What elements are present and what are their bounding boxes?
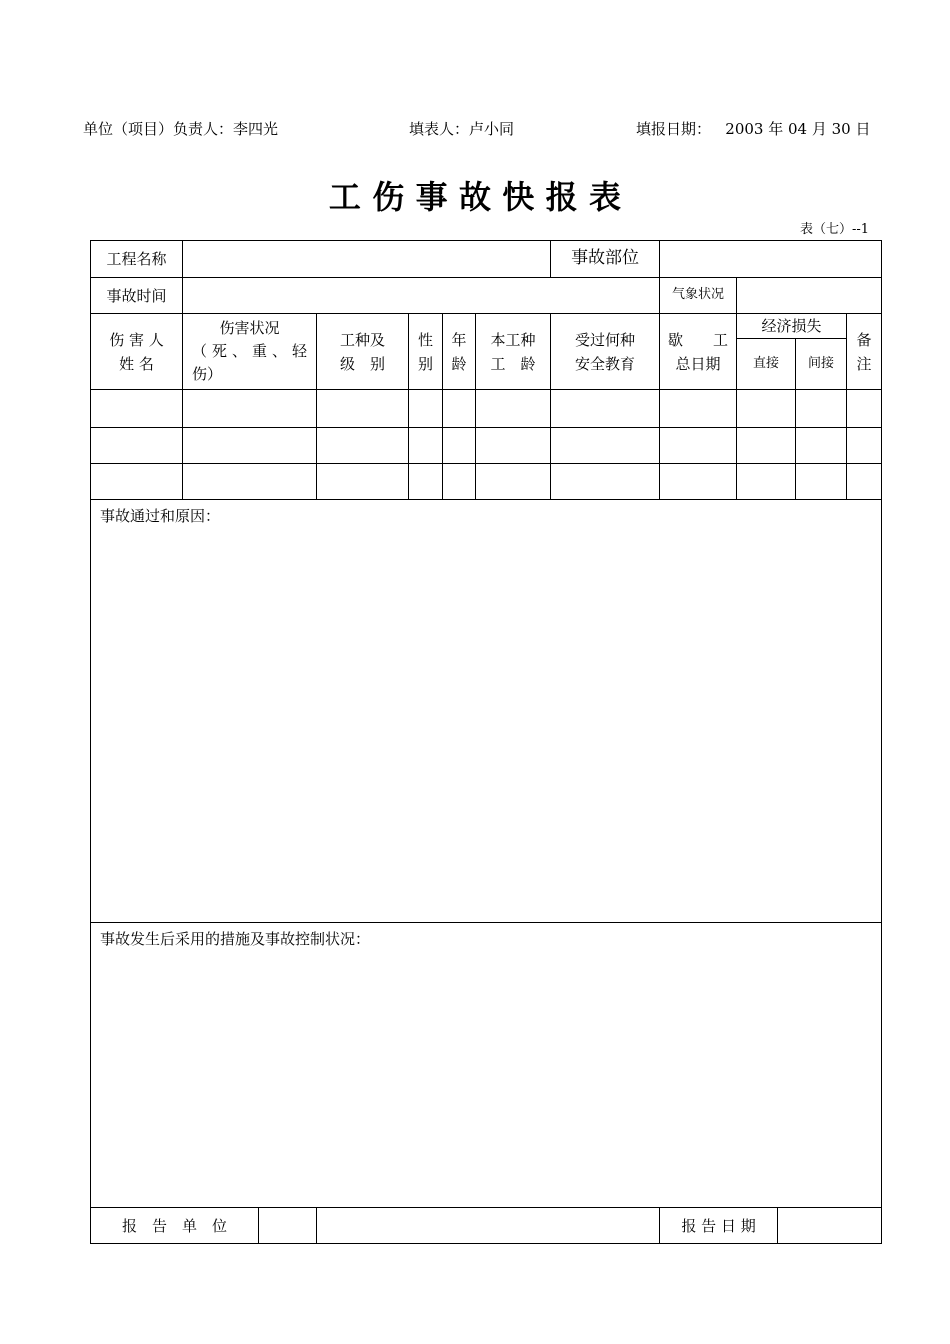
col-loss-direct: 直接 — [737, 339, 796, 390]
unit-leader-label: 单位（项目）负责人：李四光 — [83, 120, 279, 138]
cell-trade[interactable] — [317, 464, 409, 500]
cell-service[interactable] — [476, 428, 551, 464]
cell-name[interactable] — [91, 464, 183, 500]
report-date-field[interactable] — [778, 1208, 881, 1243]
accident-time-label: 事故时间 — [91, 278, 183, 314]
col-safety-education: 受过何种 安全教育 — [551, 314, 660, 390]
accident-location-field[interactable] — [660, 241, 882, 278]
project-name-label: 工程名称 — [91, 241, 183, 278]
col-days-off: 歇 工 总日期 — [660, 314, 737, 390]
report-unit-field-ext[interactable] — [317, 1208, 660, 1244]
cell-days-off[interactable] — [660, 464, 737, 500]
col-loss-indirect: 间接 — [796, 339, 847, 390]
cell-trade[interactable] — [317, 428, 409, 464]
cell-sex[interactable] — [409, 464, 443, 500]
process-cause-area[interactable] — [91, 500, 882, 923]
col-injured-name: 伤 害 人 姓 名 — [91, 314, 183, 390]
report-date-footer-label: 报 告 日 期 — [660, 1208, 778, 1243]
cell-education[interactable] — [551, 390, 660, 428]
measures-label: 事故发生后采用的措施及事故控制状况： — [100, 930, 371, 948]
report-unit-cell — [91, 1208, 317, 1244]
project-name-field[interactable] — [183, 241, 551, 278]
cell-loss-indirect[interactable] — [796, 390, 847, 428]
table-row — [91, 464, 882, 500]
cell-sex[interactable] — [409, 428, 443, 464]
cell-age[interactable] — [443, 428, 476, 464]
col-economic-loss: 经济损失 — [737, 314, 847, 339]
cell-days-off[interactable] — [660, 390, 737, 428]
cell-days-off[interactable] — [660, 428, 737, 464]
cell-education[interactable] — [551, 428, 660, 464]
cell-injury[interactable] — [183, 390, 317, 428]
report-date-cell — [660, 1208, 882, 1244]
page-title: 工 伤 事 故 快 报 表 — [328, 178, 622, 216]
cell-age[interactable] — [443, 390, 476, 428]
weather-field[interactable] — [737, 278, 882, 314]
col-trade-grade: 工种及 级 别 — [317, 314, 409, 390]
cell-loss-direct[interactable] — [737, 464, 796, 500]
cell-name[interactable] — [91, 428, 183, 464]
cell-loss-indirect[interactable] — [796, 464, 847, 500]
col-age: 年 龄 — [443, 314, 476, 390]
col-sex: 性 别 — [409, 314, 443, 390]
report-date-label: 填报日期： 2003 年 04 月 30 日 — [636, 120, 871, 138]
cell-service[interactable] — [476, 390, 551, 428]
cell-loss-indirect[interactable] — [796, 428, 847, 464]
cell-injury[interactable] — [183, 428, 317, 464]
cell-remark[interactable] — [847, 464, 882, 500]
cell-education[interactable] — [551, 464, 660, 500]
cell-remark[interactable] — [847, 428, 882, 464]
report-unit-label: 报 告 单 位 — [91, 1208, 259, 1243]
accident-report-table — [90, 240, 882, 1244]
cell-loss-direct[interactable] — [737, 428, 796, 464]
cell-loss-direct[interactable] — [737, 390, 796, 428]
cell-sex[interactable] — [409, 390, 443, 428]
measures-area[interactable] — [91, 923, 882, 1208]
cell-service[interactable] — [476, 464, 551, 500]
cell-name[interactable] — [91, 390, 183, 428]
table-row — [91, 390, 882, 428]
table-row — [91, 428, 882, 464]
col-injury-status: 伤害状况 （死、重、轻 伤） — [183, 314, 317, 390]
cell-injury[interactable] — [183, 464, 317, 500]
weather-label: 气象状况 — [660, 278, 737, 314]
form-number: 表（七）--1 — [799, 222, 869, 237]
report-unit-field[interactable] — [259, 1208, 316, 1243]
col-remark: 备 注 — [847, 314, 882, 390]
process-cause-label: 事故通过和原因： — [100, 507, 221, 525]
col-service-years: 本工种 工 龄 — [476, 314, 551, 390]
filler-label: 填表人：卢小同 — [409, 120, 515, 138]
accident-location-label: 事故部位 — [551, 241, 660, 278]
accident-time-field[interactable] — [183, 278, 660, 314]
cell-remark[interactable] — [847, 390, 882, 428]
cell-trade[interactable] — [317, 390, 409, 428]
cell-age[interactable] — [443, 464, 476, 500]
